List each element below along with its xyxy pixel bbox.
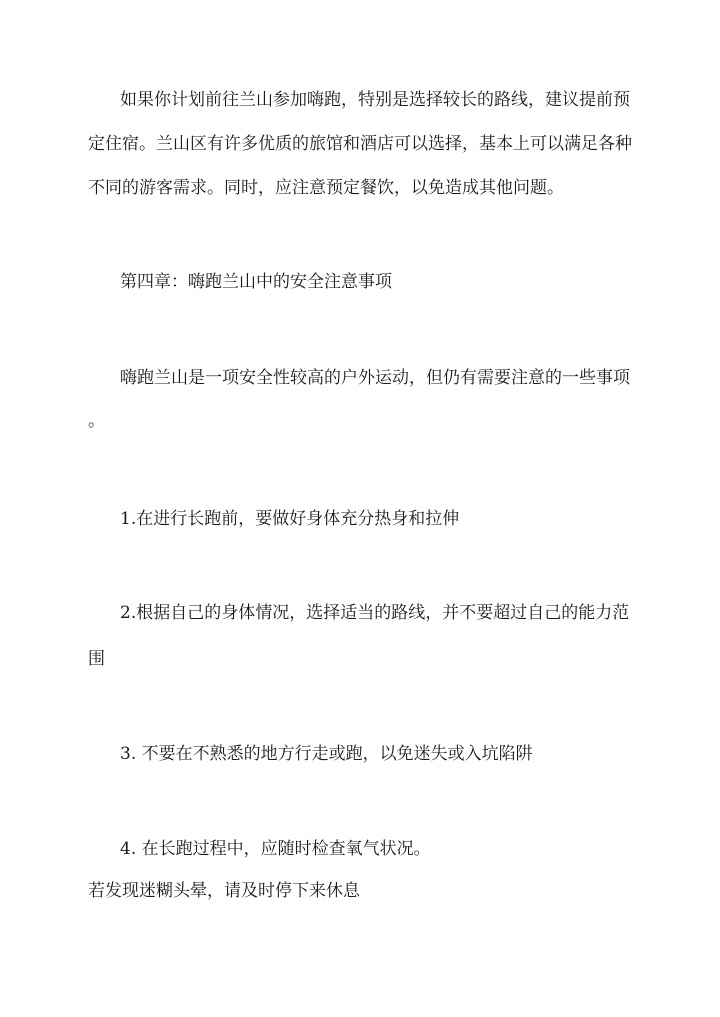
list-item: 4. 在长跑过程中，应随时检查氧气状况。 bbox=[120, 839, 431, 859]
paragraph-line: 。 bbox=[88, 411, 105, 431]
paragraph-line: 不同的游客需求。同时，应注意预定餐饮，以免造成其他问题。 bbox=[88, 178, 564, 198]
list-item: 3. 不要在不熟悉的地方行走或跑，以免迷失或入坑陷阱 bbox=[120, 744, 533, 764]
paragraph-line: 如果你计划前往兰山参加嗨跑，特别是选择较长的路线，建议提前预 bbox=[120, 90, 630, 110]
list-item: 1.在进行长跑前，要做好身体充分热身和拉伸 bbox=[120, 509, 460, 529]
paragraph-line: 嗨跑兰山是一项安全性较高的户外运动，但仍有需要注意的一些事项 bbox=[120, 368, 630, 388]
list-item: 2.根据自己的身体情况，选择适当的路线，并不要超过自己的能力范 bbox=[120, 603, 630, 623]
chapter-heading: 第四章：嗨跑兰山中的安全注意事项 bbox=[120, 272, 392, 292]
list-item-continuation: 围 bbox=[88, 649, 105, 669]
list-item-continuation: 若发现迷糊头晕，请及时停下来休息 bbox=[88, 881, 360, 901]
paragraph-line: 定住宿。兰山区有许多优质的旅馆和酒店可以选择，基本上可以满足各种 bbox=[88, 134, 632, 154]
